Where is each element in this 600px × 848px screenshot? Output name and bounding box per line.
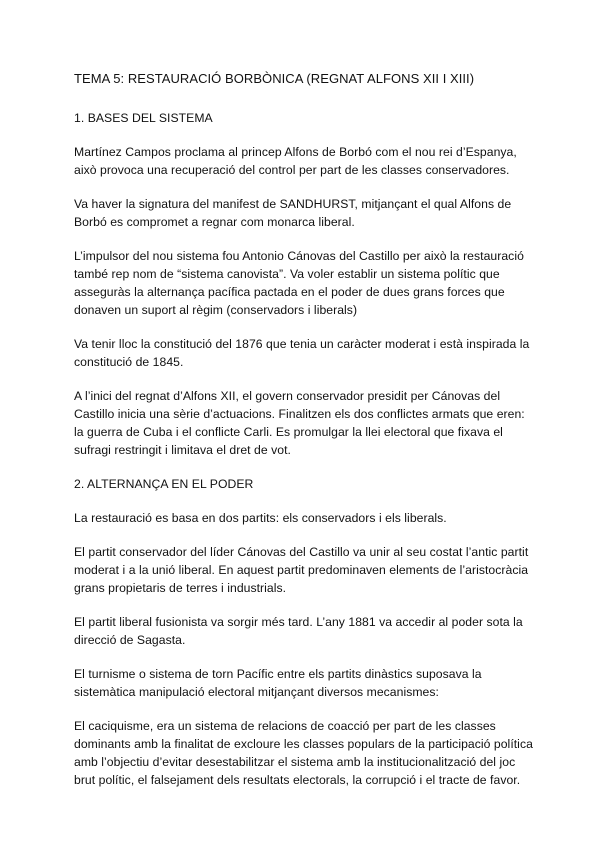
paragraph: Martínez Campos proclama al princep Alfons de Borbó com el nou rei d’Espanya, això provoca una recuperació del control per part de les classes conservadores. [74, 145, 517, 177]
document-page [74, 70, 534, 789]
paragraph: Va tenir lloc la constitució del 1876 que tenia un caràcter moderat i està inspirada la constitució de 1845. [74, 337, 530, 369]
paragraph: La restauració es basa en dos partits: els conservadors i els liberals. [74, 511, 447, 525]
section-heading-bases: 1. BASES DEL SISTEMA [74, 111, 213, 125]
paragraph: A l’inici del regnat d’Alfons XII, el govern conservador presidit per Cánovas del Castillo inicia una sèrie d’actuacions. Finalitzen els dos conflictes armats que eren: la guerra de Cuba i el conflicte Carli. Es promulgar la llei electoral que fixava el sufragi restringit i limitava el dret de vot. [74, 389, 525, 457]
paragraph: Va haver la signatura del manifest de SANDHURST, mitjançant el qual Alfons de Borbó es compromet a regnar com monarca liberal. [74, 197, 512, 229]
paragraph: El caciquisme, era un sistema de relacions de coacció per part de les classes dominants amb la finalitat de excloure les classes populars de la participació política amb l’objectiu d’evitar desestabilitzar el sistema amb la institucionalització del joc brut polític, el falsejament dels resultats electorals, la corrupció i el tracte de favor. [74, 719, 533, 787]
paragraph: El partit conservador del líder Cánovas del Castillo va unir al seu costat l’antic partit moderat i a la unió liberal. En aquest partit predominaven elements de l’aristocràcia grans propietaris de terres i industrials. [74, 545, 529, 595]
section-heading-alternanca: 2. ALTERNANÇA EN EL PODER [74, 477, 254, 491]
paragraph: El turnisme o sistema de torn Pacífic entre els partits dinàstics suposava la sistemàtica manipulació electoral mitjançant diversos mecanismes: [74, 667, 482, 699]
document-title: TEMA 5: RESTAURACIÓ BORBÒNICA (REGNAT ALFONS XII I XIII) [74, 71, 475, 86]
paragraph: L’impulsor del nou sistema fou Antonio Cánovas del Castillo per això la restauració també rep nom de “sistema canovista”. Va voler establir un sistema polític que asseguràs la alternança pacífica pactada en el poder de dues grans forces que donaven un suport al règim (conservadors i liberals) [74, 249, 524, 317]
paragraph: El partit liberal fusionista va sorgir més tard. L’any 1881 va accedir al poder sota la direcció de Sagasta. [74, 615, 523, 647]
